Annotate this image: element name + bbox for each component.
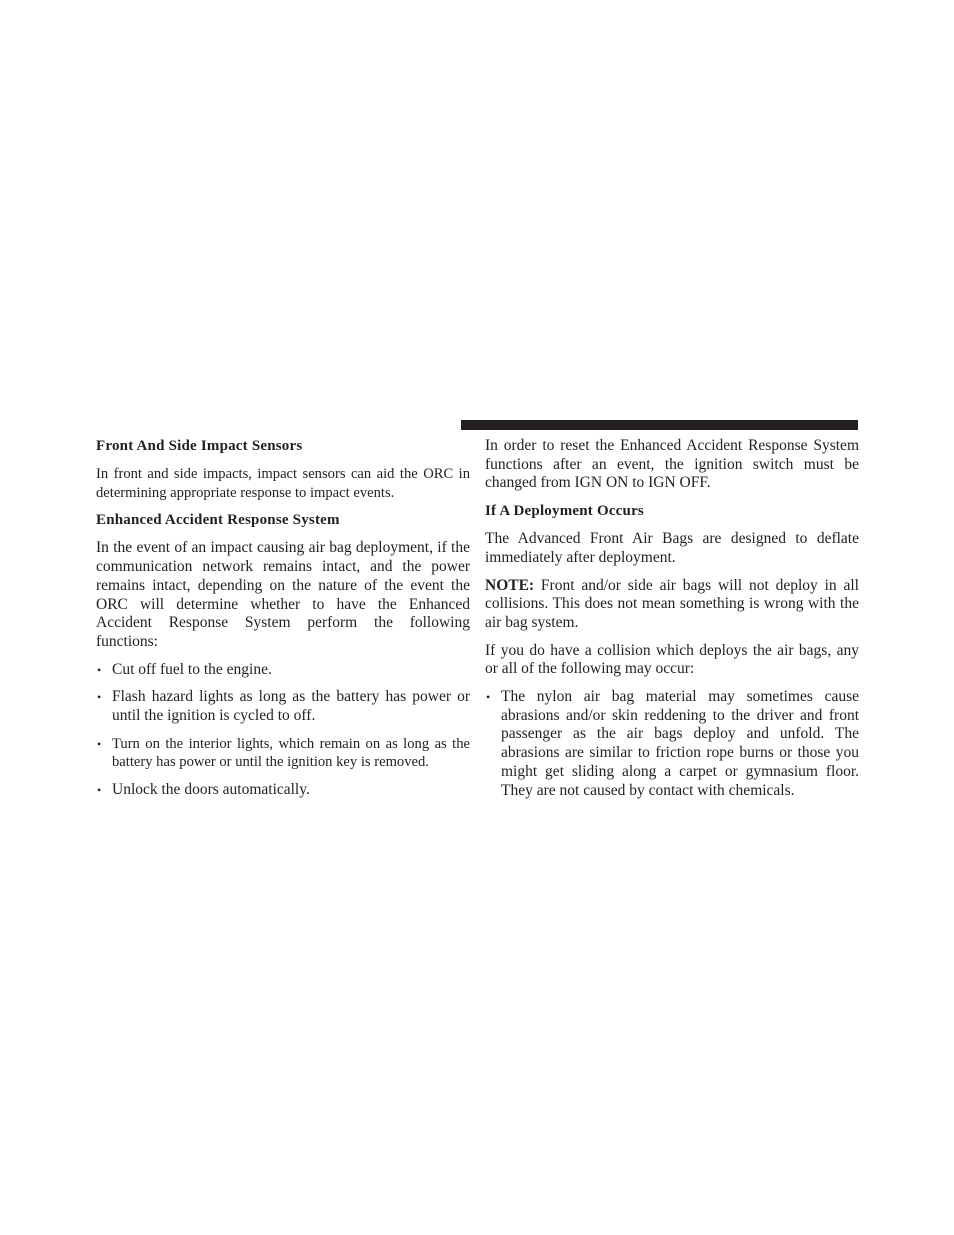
effects-list bbox=[485, 688, 859, 800]
bullet-icon: • bbox=[97, 736, 102, 751]
list-item bbox=[96, 735, 470, 772]
section-divider-bar bbox=[461, 420, 858, 430]
note-paragraph bbox=[485, 577, 859, 633]
list-item bbox=[96, 688, 470, 725]
list-item-text: Unlock the doors automatically. bbox=[112, 781, 310, 799]
bullet-icon: • bbox=[486, 690, 491, 705]
heading-enhanced-accident-response: Enhanced Accident Response System bbox=[96, 512, 340, 529]
list-item bbox=[96, 781, 470, 800]
list-item-text: Turn on the interior lights, which remain on as long as the battery has power or until the ignition key is removed. bbox=[112, 735, 470, 771]
left-column bbox=[96, 437, 470, 809]
list-item-text: The nylon air bag material may sometimes cause abrasions and/or skin reddening to the driver and front passenger as the air bags deploy and unfold. The abrasions are similar to friction rope burns or those you might get sliding along a carpet or gymnasium floor. They are not caused by contact with chemicals. bbox=[501, 688, 859, 799]
paragraph-reset-instructions: In order to reset the Enhanced Accident Response System functions after an event, the ignition switch must be changed from IGN ON to IGN OFF. bbox=[485, 437, 859, 492]
bullet-icon: • bbox=[97, 783, 102, 798]
paragraph-enhanced-accident-response: In the event of an impact causing air bag deployment, if the communication network remains intact, and the power remains intact, depending on the nature of the event the ORC will determine whether to have the Enhanced Accident Response System perform the following functions: bbox=[96, 539, 470, 650]
list-item-text: Cut off fuel to the engine. bbox=[112, 660, 272, 678]
paragraph-collision: If you do have a collision which deploys the air bags, any or all of the following may occur: bbox=[485, 641, 859, 678]
note-label: NOTE: bbox=[485, 576, 535, 594]
list-item bbox=[96, 661, 470, 680]
bullet-icon: • bbox=[97, 662, 102, 677]
bullet-icon: • bbox=[97, 690, 102, 705]
heading-if-deployment-occurs: If A Deployment Occurs bbox=[485, 503, 644, 520]
list-item-text: Flash hazard lights as long as the battery has power or until the ignition is cycled to off. bbox=[112, 688, 470, 725]
heading-front-side-impact-sensors: Front And Side Impact Sensors bbox=[96, 438, 303, 454]
note-text: Front and/or side air bags will not deploy in all collisions. This does not mean something is wrong with the air bag system. bbox=[485, 576, 859, 631]
function-list bbox=[96, 661, 470, 800]
paragraph-impact-sensors: In front and side impacts, impact sensors can aid the ORC in determining appropriate response to impact events. bbox=[96, 466, 470, 501]
list-item bbox=[485, 688, 859, 800]
right-column bbox=[485, 437, 859, 809]
paragraph-deflate: The Advanced Front Air Bags are designed to deflate immediately after deployment. bbox=[485, 530, 859, 566]
